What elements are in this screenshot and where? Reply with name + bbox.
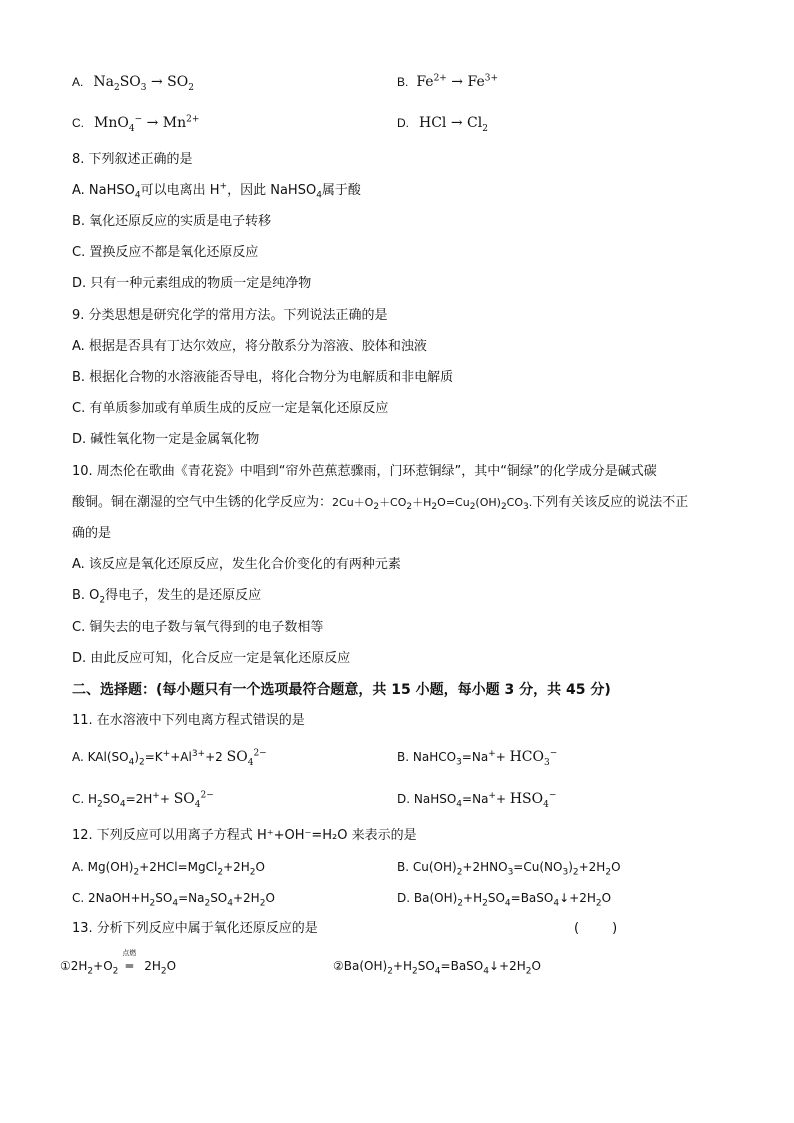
q10-stem-line2: 酸铜。铜在潮湿的空气中生锈的化学反应为：$2Cu+O_2+CO_2+H_2O=Cu_2(OH)_2CO_3$.下列有关该反应的说法不正 <box>72 495 689 513</box>
q8-option-b: B. 氧化还原反应的实质是电子转移 <box>72 214 272 229</box>
q8-stem: 8. 下列叙述正确的是 <box>72 152 193 167</box>
q11-option-b: B. NaHCO$_3$=Na++ $HCO_3^-$ <box>397 748 558 768</box>
q7-option-a: A. $Na_2SO_3 \to SO_2$ <box>72 74 194 93</box>
answer-blank: ( ) <box>574 921 618 936</box>
q13-reaction-2: $②Ba(OH)_2+H_2SO_4=BaSO_4↓+2H_2O$ <box>333 959 541 977</box>
q10-stem-line1: 10. 周杰伦在歌曲《青花瓷》中唱到“帘外芭蕉惹骤雨，门环惹铜绿”，其中“铜绿”的化学成分是碱式碳 <box>72 464 657 479</box>
q8-option-a: A. NaHSO$_4$可以电离出 H+，因此 NaHSO$_4$属于酸 <box>72 181 361 201</box>
q12-option-c: C. $2NaOH+H_2SO_4=Na_2SO_4+2H_2O$ <box>72 891 275 909</box>
q10-option-a: A. 该反应是氧化还原反应，发生化合价变化的有两种元素 <box>72 557 401 572</box>
q13-condition: 点燃 <box>122 949 137 957</box>
q9-option-b: B. 根据化合物的水溶液能否导电，将化合物分为电解质和非电解质 <box>72 370 454 385</box>
q12-option-b: B. $Cu(OH)_2+2HNO_3=Cu(NO_3)_2+2H_2O$ <box>397 860 621 878</box>
q10-option-c: C. 铜失去的电子数与氧气得到的电子数相等 <box>72 620 324 635</box>
section-heading: 二、选择题：(每小题只有一个选项最符合题意，共 15 小题，每小题 3 分，共 45 分) <box>72 682 611 698</box>
q10-option-d: D. 由此反应可知，化合反应一定是氧化还原反应 <box>72 651 351 666</box>
q12-option-a: A. $Mg(OH)_2+2HCl=MgCl_2+2H_2O$ <box>72 860 265 878</box>
q11-option-c: C. $H_2SO_4=2H^++ SO_4^{2-}$ <box>72 790 214 810</box>
q11-option-d: D. NaHSO$_4$=Na++ $HSO_4^-$ <box>397 790 557 810</box>
q12-option-d: D. $Ba(OH)_2+H_2SO_4=BaSO_4↓+2H_2O$ <box>397 891 612 909</box>
q8-option-c: C. 置换反应不都是氧化还原反应 <box>72 245 259 260</box>
q9-option-c: C. 有单质参加或有单质生成的反应一定是氧化还原反应 <box>72 401 389 416</box>
q10-option-b: B. $O_2$得电子，发生的是还原反应 <box>72 588 262 606</box>
q13-stem: 13. 分析下列反应中属于氧化还原反应的是 <box>72 921 318 936</box>
q7-option-b: B. $Fe^{2+} \to Fe^{3+}$ <box>397 73 499 90</box>
q7-option-c: C. $MnO_4^- \to Mn^{2+}$ <box>72 114 200 134</box>
q9-option-a: A. 根据是否具有丁达尔效应，将分散系分为溶液、胶体和浊液 <box>72 339 427 354</box>
q12-stem: 12. 下列反应可以用离子方程式 H⁺+OH⁻=H₂O 来表示的是 <box>72 828 417 843</box>
q8-option-d: D. 只有一种元素组成的物质一定是纯净物 <box>72 276 312 291</box>
q13-reaction-1: $①2H_2+O_2$ 点燃 ═ $2H_2O$ <box>60 949 177 977</box>
q11-option-a: A. $KAl(SO_4)_2=K^++Al^{3+}+2$ $SO_4^{2-}$ <box>72 748 267 768</box>
q9-option-d: D. 碱性氧化物一定是金属氧化物 <box>72 432 260 447</box>
q11-stem: 11. 在水溶液中下列电离方程式错误的是 <box>72 713 305 728</box>
q10-stem-line3: 确的是 <box>72 526 112 541</box>
q9-stem: 9. 分类思想是研究化学的常用方法。下列说法正确的是 <box>72 308 388 323</box>
q7-option-d: D. HCl → $Cl_2$ <box>397 115 488 134</box>
